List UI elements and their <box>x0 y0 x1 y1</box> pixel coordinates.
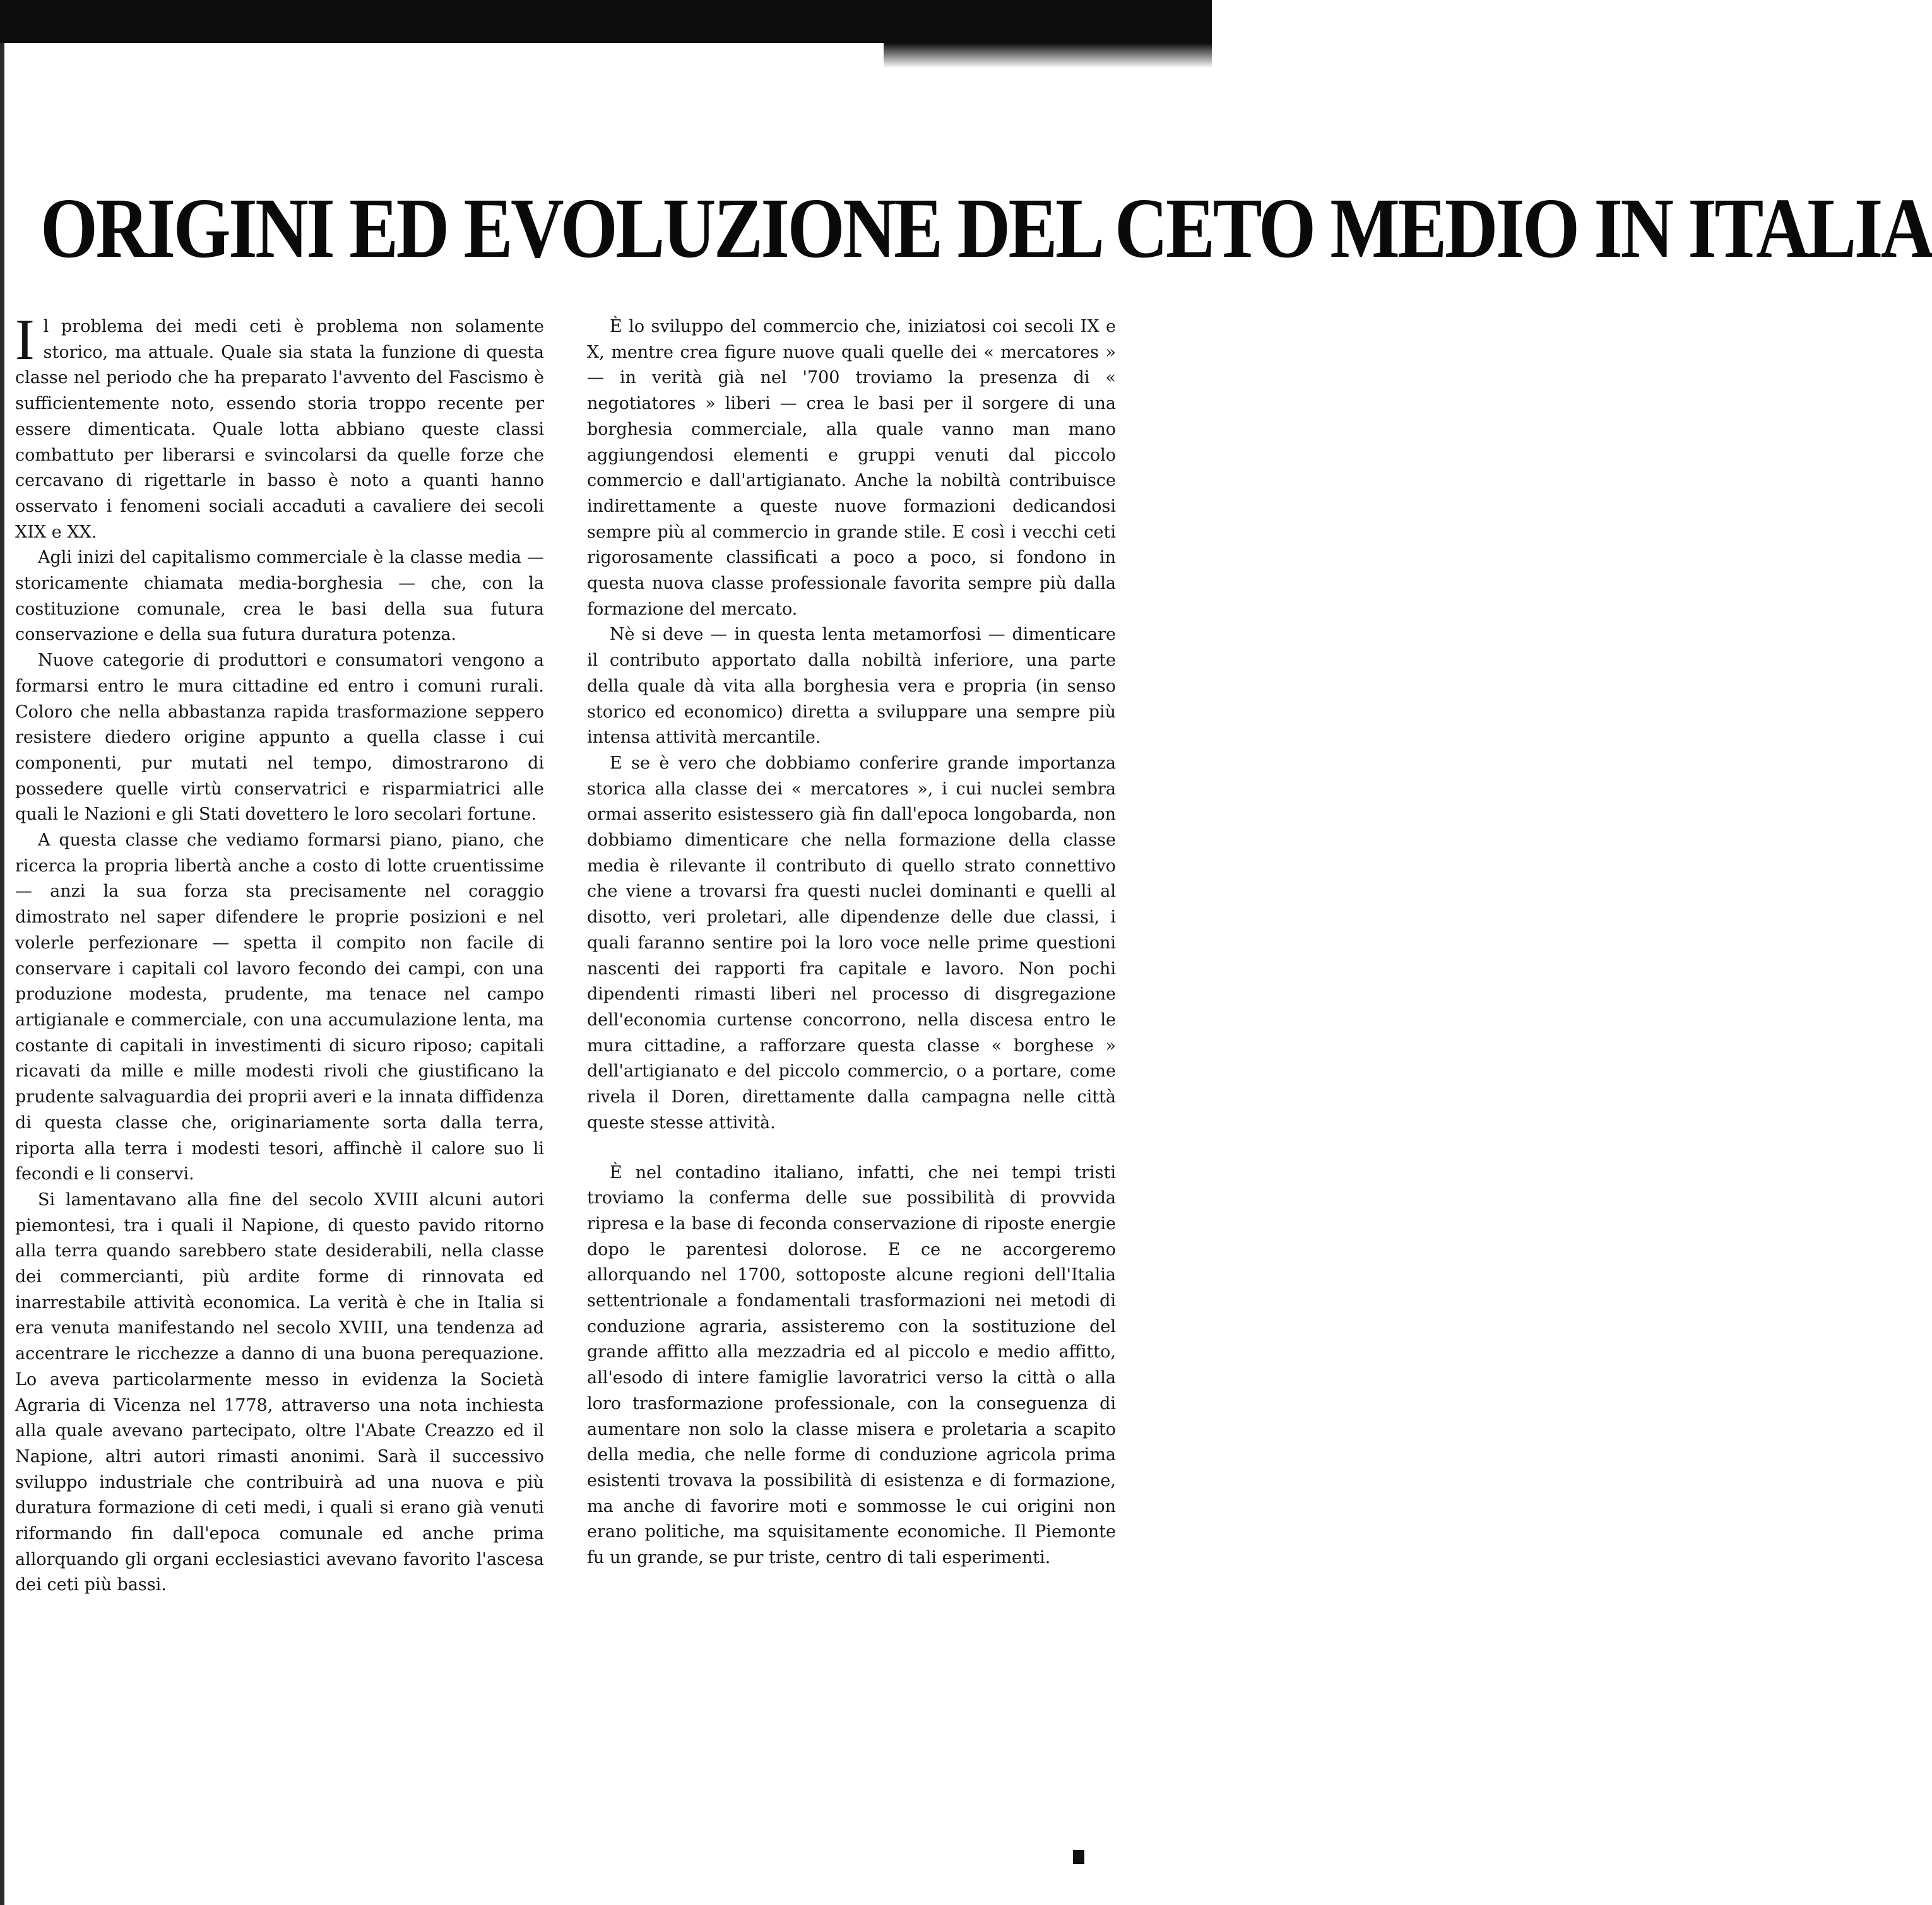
paragraph: Si lamentavano alla fine del secolo XVIII alcuni autori piemontesi, tra i quali il Napione, di questo pavido ritorno alla terra quando sarebbero state desiderabili, nella classe dei commercianti, più ardite forme di rinnovata ed inarrestabile attività economica. La verità è che in Italia si era venuta manifestando nel secolo XVIII, una tendenza ad accentrare le ricchezze a danno di una buona perequazione. Lo aveva particolarmente messo in evidenza la Società Agraria di Vicenza nel 1778, attraverso una nota inchiesta alla quale avevano partecipato, oltre l'Abate Creazzo ed il Napione, altri autori rimasti anonimi. Sarà il successivo sviluppo industriale che contribuirà ad una nuova e più duratura formazione di ceti medi, i quali si erano già venuti riformando fin dall'epoca comunale ed anche prima allorquando gli organi ecclesiastici avevano favorito l'ascesa dei ceti più bassi. <box>15 1189 544 1595</box>
left-column <box>15 307 544 1598</box>
paragraph: Agli inizi del capitalismo commerciale è la classe media — storicamente chiamata media-borghesia — che, con la costituzione comunale, crea le basi della sua futura conservazione e della sua futura duratura potenza. <box>15 548 544 645</box>
right-column <box>587 314 1116 1571</box>
section-gap <box>587 1136 1116 1160</box>
paragraph-text: l problema dei medi ceti è problema non solamente storico, ma attuale. Quale sia stata la funzione di questa classe nel periodo che ha preparato l'avvento del Fascismo è sufficientemente noto, essendo storia troppo recente per essere dimenticata. Quale lotta abbiano queste classi combattuto per liberarsi e svincolarsi da quelle forze che cercavano di rigettarle in basso è noto a quanti hanno osservato i fenomeni sociali accaduti a cavaliere dei secoli XIX e XX. <box>15 317 544 542</box>
scan-top-border <box>0 0 1212 43</box>
paragraph: A questa classe che vediamo formarsi piano, piano, che ricerca la propria libertà anche a costo di lotte cruentissime — anzi la sua forza sta precisamente nel coraggio dimostrato nel saper difendere le proprie posizioni e nel volerle perfezionare — spetta il compito non facile di conservare i capitali col lavoro fecondo dei campi, con una produzione modesta, prudente, ma tenace nel campo artigianale e commerciale, con una accumulazione lenta, ma costante di capitali in investimenti di sicuro riposo; capitali ricavati da mille e mille modesti rivoli che giustificano la prudente salvaguardia dei proprii averi e la innata diffidenza di questa classe che, originariamente sorta dalla terra, riporta alla terra i modesti tesori, affinchè il calore suo li fecondi e li conservi. <box>15 830 544 1184</box>
paragraph: Nè si deve — in questa lenta metamorfosi — dimenticare il contributo apportato dalla nobiltà inferiore, una parte della quale dà vita alla borghesia vera e propria (in senso storico ed economico) diretta a sviluppare una sempre più intensa attività mercantile. <box>587 625 1116 748</box>
drop-cap: I <box>15 307 35 372</box>
page-mark-icon <box>1073 1850 1084 1864</box>
paragraph: Nuove categorie di produttori e consumatori vengono a formarsi entro le mura cittadine ed entro i comuni rurali. Coloro che nella abbastanza rapida trasformazione seppero resistere diedero origine appunto a quella classe i cui componenti, pur mutati nel tempo, dimostrarono di possedere quelle virtù conservatrici e risparmiatrici alle quali le Nazioni e gli Stati dovettero le loro secolari fortune. <box>15 651 544 825</box>
paragraph <box>15 307 544 545</box>
paragraph: È nel contadino italiano, infatti, che nei tempi tristi troviamo la conferma delle sue possibilità di provvida ripresa e la base di feconda conservazione di riposte energie dopo le parentesi dolorose. E ce ne accorgeremo allorquando nel 1700, sottoposte alcune regioni dell'Italia settentrionale a fondamentali trasformazioni nei metodi di conduzione agraria, assisteremo con la sostituzione del grande affitto alla mezzadria ed al piccolo e medio affitto, all'esodo di intere famiglie lavoratrici verso la città o alla loro trasformazione professionale, con la conseguenza di aumentare non solo la classe misera e proletaria a scapito della media, che nelle forme di conduzione agricola prima esistenti trovava la possibilità di esistenza e di formazione, ma anche di favorire moti e sommosse le cui origini non erano politiche, ma squisitamente economiche. Il Piemonte fu un grande, se pur triste, centro di tali esperimenti. <box>587 1162 1116 1568</box>
scan-top-shadow <box>884 43 1212 68</box>
scan-left-edge <box>0 0 4 1905</box>
article-title: ORIGINI ED EVOLUZIONE DEL CETO MEDIO IN ITALIA <box>40 181 1932 276</box>
paragraph: È lo sviluppo del commercio che, iniziatosi coi secoli IX e X, mentre crea figure nuove quali quelle dei « mercatores » — in verità già nel '700 troviamo la presenza di « negotiatores » liberi — crea le basi per il sorgere di una borghesia commerciale, alla quale vanno man mano aggiungendosi elementi e gruppi venuti dal piccolo commercio e dall'artigianato. Anche la nobiltà contribuisce indirettamente a queste nuove formazioni dedicandosi sempre più al commercio in grande stile. E così i vecchi ceti rigorosamente classificati a poco a poco, si fondono in questa nuova classe professionale favorita sempre più dalla formazione del mercato. <box>587 317 1116 619</box>
paragraph: E se è vero che dobbiamo conferire grande importanza storica alla classe dei « mercatores », i cui nuclei sembra ormai asserito esistessero già fin dall'epoca longobarda, non dobbiamo dimenticare che nella formazione della classe media è rilevante il contributo di quello strato connettivo che viene a trovarsi fra questi nuclei dominanti e quelli al disotto, veri proletari, alle dipendenze delle due classi, i quali faranno sentire poi la loro voce nelle prime questioni nascenti dei rapporti fra capitale e lavoro. Non pochi dipendenti rimasti liberi nel processo di disgregazione dell'economia curtense concorrono, nella discesa entro le mura cittadine, a rafforzare questa classe « borghese » dell'artigianato e del piccolo commercio, o a portare, come rivela il Doren, direttamente dalla campagna nelle città queste stesse attività. <box>587 753 1116 1133</box>
